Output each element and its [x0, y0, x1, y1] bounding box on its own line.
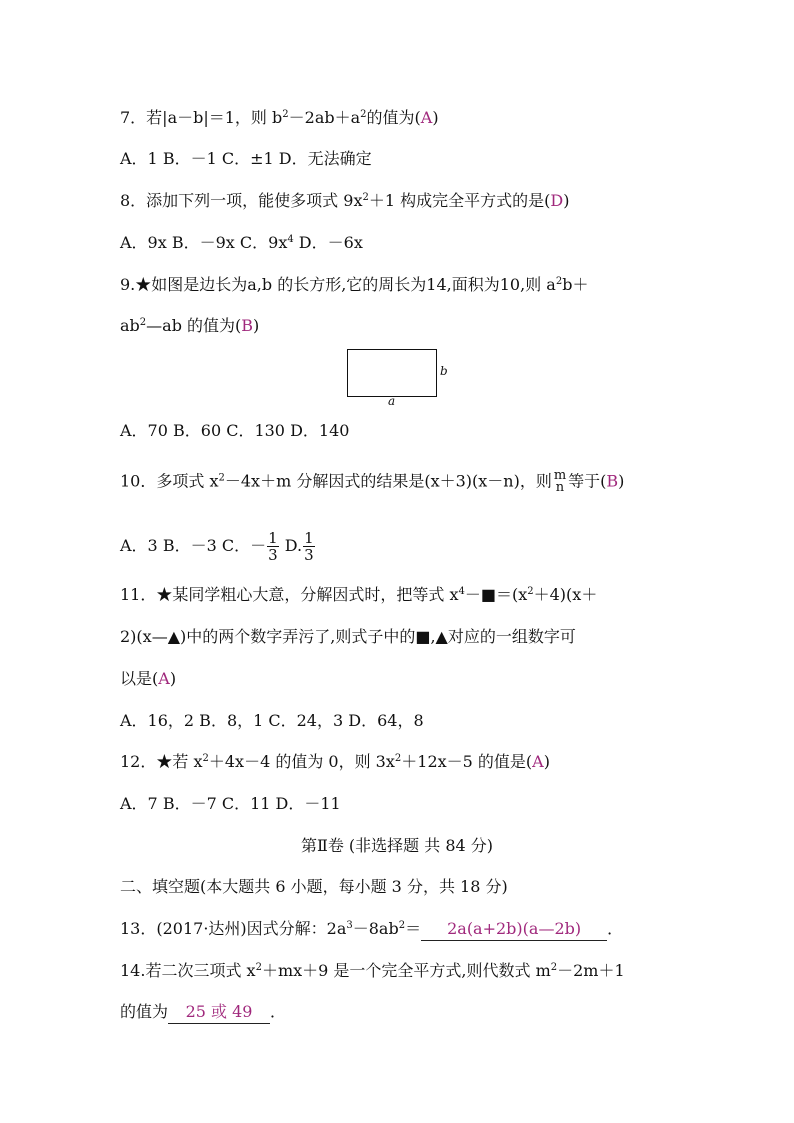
- q11-stem-line2: 2)(x—▲)中的两个数字弄污了,则式子中的■,▲对应的一组数字可: [120, 627, 576, 646]
- section2-title: 第Ⅱ卷 (非选择题 共 84 分): [300, 836, 494, 855]
- q7-stem: 7．若|a－b|＝1，则 $b^2-2ab+a^2$的值为(A): [120, 108, 439, 127]
- rectangle-label-b: b: [440, 364, 448, 378]
- q10-answer: B: [606, 471, 619, 491]
- rectangle-label-a: a: [388, 394, 396, 408]
- q7-answer: A: [420, 108, 433, 127]
- q11-stem-line3: 以是(A): [120, 669, 177, 688]
- q10-fraction: m n: [553, 468, 567, 495]
- q14-stem-line2: 的值为 25 或 49 ．: [120, 1001, 286, 1024]
- q10-stem: 10．多项式 $x^2-4x+m$ 分解因式的结果是(x＋3)(x－n)，则 m n 等于(B): [120, 468, 625, 495]
- q7-options: A．1 B．－1 C．±1 D．无法确定: [120, 149, 372, 168]
- q12-answer: A: [532, 752, 544, 771]
- q10-options: A．3 B．－3 C．－ $\frac{1}{3}$ D. $\frac{1}{3}$: [120, 529, 314, 564]
- q10-option-c-fraction: $\frac{1}{3}$: [268, 529, 278, 564]
- q12-stem: 12．★若 $x^2+4x-4$ 的值为 0，则 $3x^2+12x-5$ 的值是(A): [120, 752, 550, 771]
- q11-stem-line1: 11．★某同学粗心大意，分解因式时，把等式 $x^4-■=(x^2+4)(x+$: [120, 585, 598, 604]
- q9-stem-line2: $ab^2—ab$ 的值为(B): [120, 316, 260, 335]
- rectangle-figure: [347, 349, 437, 397]
- q8-options: A．9x B．－9x C．$9x^4$ D．－6x: [120, 233, 363, 252]
- q8-answer: D: [550, 191, 564, 210]
- q11-answer: A: [158, 669, 170, 688]
- q13-answer-blank: 2a(a+2b)(a—2b): [421, 918, 607, 941]
- q8-stem: 8．添加下列一项，能使多项式 $9x^2+1$ 构成完全平方式的是(D): [120, 191, 570, 210]
- q14-answer-blank: 25 或 49: [168, 1001, 270, 1024]
- q9-stem-line1: 9.★如图是边长为a,b 的长方形,它的周长为14,面积为10,则 $a^2b+$: [120, 275, 589, 294]
- q12-options: A．7 B．－7 C．11 D．－11: [120, 794, 341, 813]
- q9-answer: B: [241, 316, 254, 335]
- q11-options: A．16，2 B．8，1 C．24，3 D．64，8: [120, 711, 424, 730]
- q9-options: A．70 B．60 C．130 D．140: [120, 421, 350, 440]
- q14-stem-line1: 14.若二次三项式 $x^2+mx+9$ 是一个完全平方式,则代数式 $m^2-2m+1$: [120, 961, 625, 980]
- q10-option-d-fraction: $\frac{1}{3}$: [304, 529, 314, 564]
- q13-stem: 13．(2017·达州)因式分解：$2a^3-8ab^2=$ 2a(a+2b)(a—2b) ．: [120, 918, 623, 941]
- section2-subtitle: 二、填空题(本大题共 6 小题，每小题 3 分，共 18 分): [120, 877, 508, 896]
